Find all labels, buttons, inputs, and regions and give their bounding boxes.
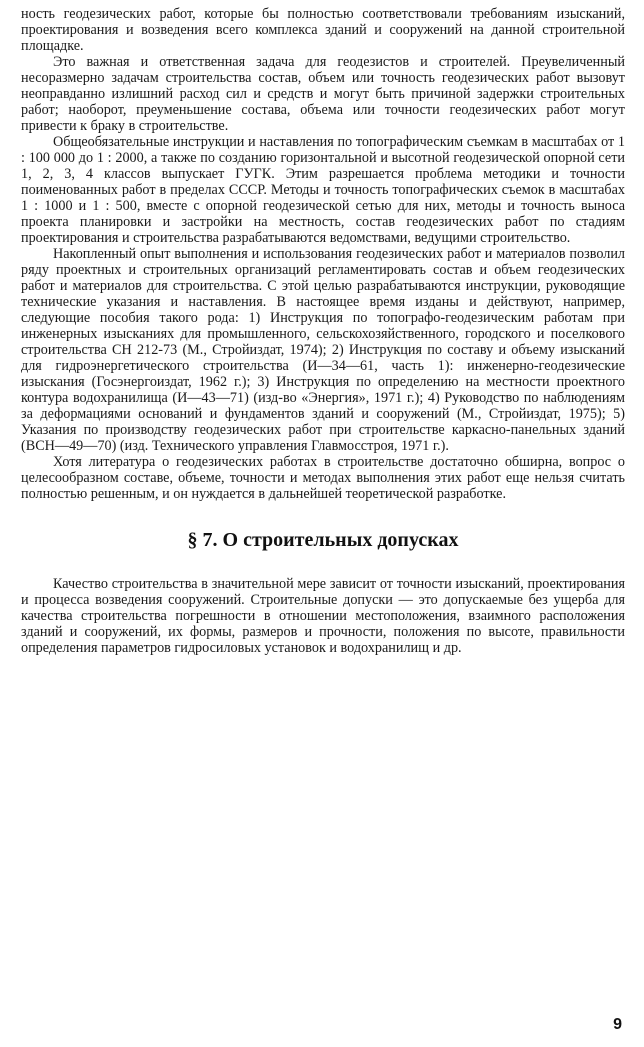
page-body <box>21 6 625 656</box>
paragraph-construction-tolerances: Качество строительства в значительной мере зависит от точности изысканий, проектирования и процесса возведения сооружений. Строительные допуски — это допускаемые без ущерба для качества строительства погрешности в отношении местоположения, взаимного расположения зданий и сооружений, их формы, размеров и прочности, положения по высоте, правильности определения параметров гидросиловых установок и водохранилищ и др. <box>21 576 625 656</box>
paragraph-continuation: ность геодезических работ, которые бы полностью соответствовали требованиям изысканий, проектирования и возведения всего комплекса зданий и сооружений на данной строительной площадке. <box>21 6 625 54</box>
section-heading: § 7. О строительных допусках <box>187 529 459 551</box>
paragraph-task-importance: Это важная и ответственная задача для геодезистов и строителей. Преувеличенный несоразмерно задачам строительства состав, объем или точность геодезических работ вызовут неоправданно излишний расход сил и средств и могут быть причиной задержки строительных работ; наоборот, преуменьшение состава, объема или точности геодезических работ могут привести к браку в строительстве. <box>21 54 625 134</box>
page-number: 9 <box>613 1016 622 1033</box>
paragraph-literature: Хотя литература о геодезических работах в строительстве достаточно обширна, вопрос о целесообразном составе, объеме, точности и методах выполнения этих работ еще нельзя считать полностью решенным, и он нуждается в дальнейшей теоретической разработке. <box>21 454 625 502</box>
paragraph-instructions-gugk: Общеобязательные инструкции и наставления по топографическим съемкам в масштабах от 1 : 100 000 до 1 : 2000, а также по созданию горизонтальной и высотной геодезической опорной сети 1, 2, 3, 4 классов выпускает ГУГК. Этим разрешается проблема методики и точности поименованных работ в пределах СССР. Методы и точность топографических съемок в масштабах 1 : 1000 и 1 : 500, вместе с опорной геодезической сетью для них, методы и точность выноса проекта планировки и застройки на местность, состав геодезических работ по стадиям проектирования и строительства разрабатываются ведомствами, ведущими строительство. <box>21 134 625 246</box>
paragraph-accumulated-experience: Накопленный опыт выполнения и использования геодезических работ и материалов позволил ряду проектных и строительных организаций регламентировать состав и объем геодезических работ и материалов для строительства. С этой целью разрабатываются инструкции, руководящие технические указания и наставления. В настоящее время изданы и действуют, например, следующие пособия такого рода: 1) Инструкция по топографо-геодезическим работам при инженерных изысканиях для промышленного, сельскохозяйственного, городского и поселкового строительства СН 212-73 (М., Стройиздат, 1974); 2) Инструкция по составу и объему изысканий для гидроэнергетического строительства (И—34—61, часть 1): инженерно-геодезические изыскания (Госэнергоиздат, 1962 г.); 3) Инструкция по определению на местности проектного контура водохранилища (И—43—71) (изд-во «Энергия», 1971 г.); 4) Руководство по наблюдениям за деформациями оснований и фундаментов зданий и сооружений (М., Стройиздат, 1975); 5) Указания по производству геодезических работ при строительстве каркасно-панельных зданий (ВСН—49—70) (изд. Технического управления Главмосстроя, 1971 г.). <box>21 246 625 454</box>
